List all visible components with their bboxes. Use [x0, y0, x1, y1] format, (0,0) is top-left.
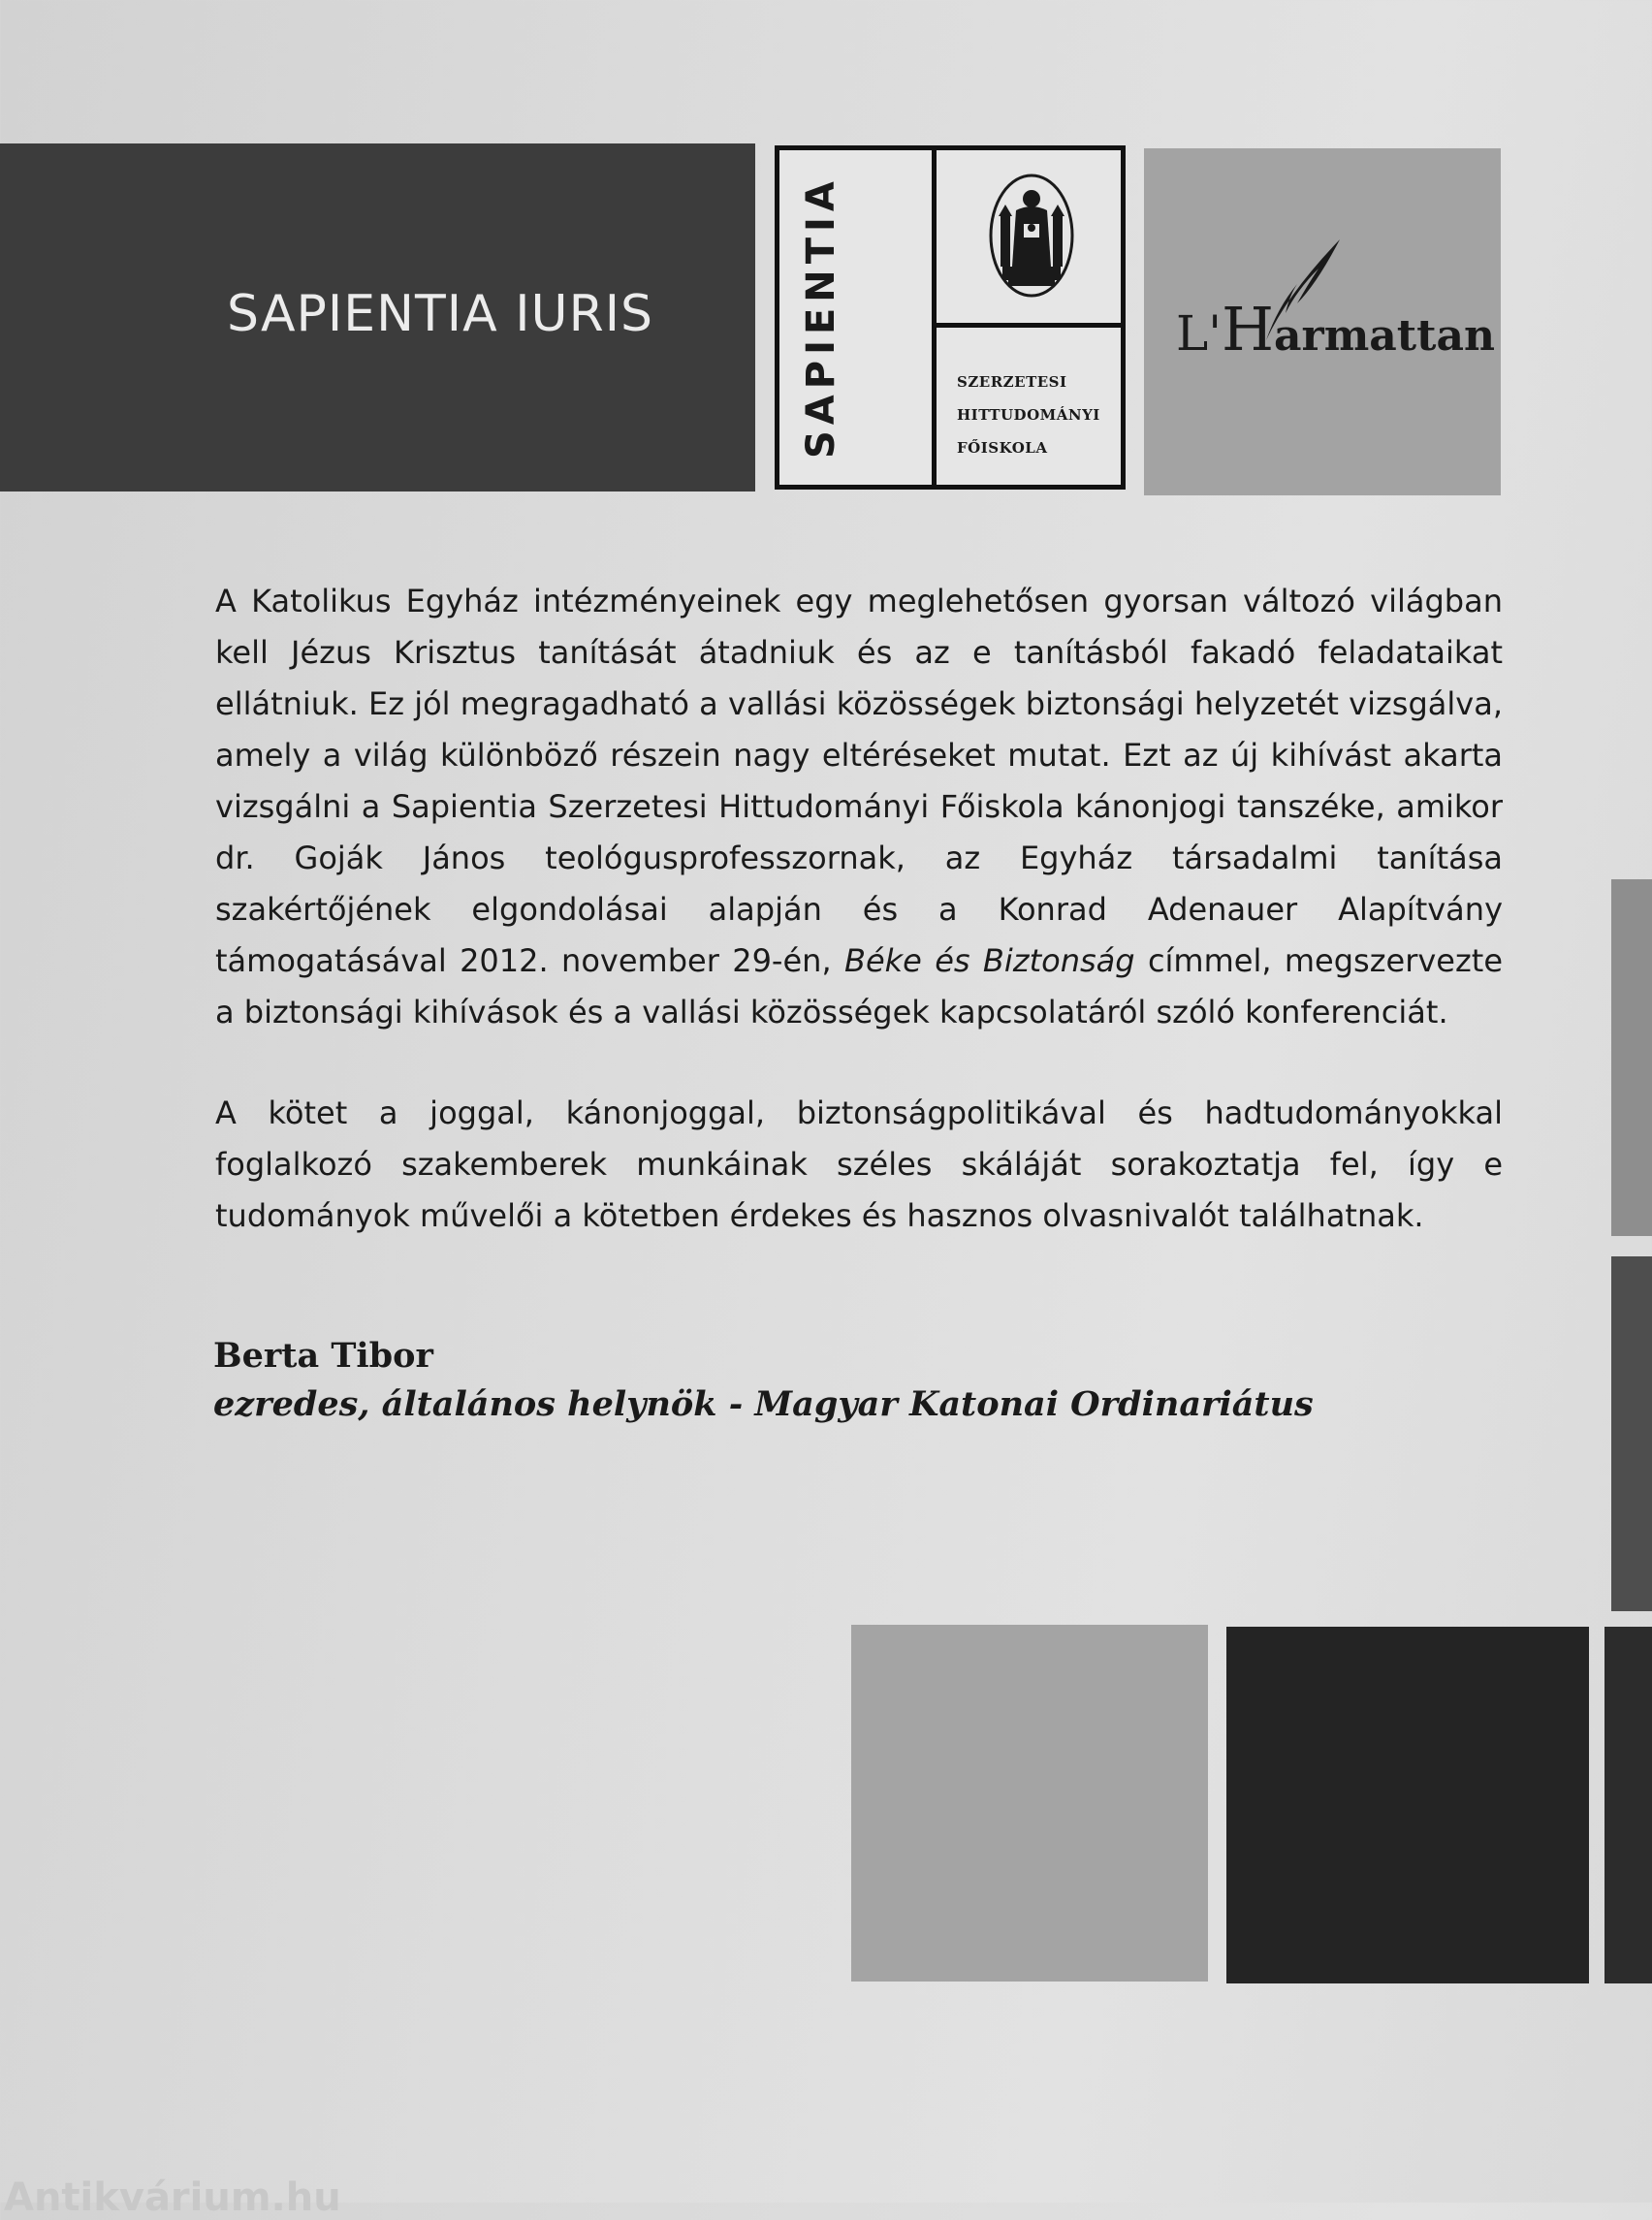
blurb	[215, 576, 1503, 1242]
series-title: SAPIENTIA IURIS	[227, 285, 654, 343]
institution-line: SZERZETESI	[957, 373, 1067, 391]
blurb-paragraph-2: A kötet a joggal, kánonjoggal, biztonságpolitikával és hadtudományokkal foglalkozó szakemberek munkáinak széles skáláját sorakoztatja fel, így e tudományok művelői a kötetben érdekes és hasznos olvasnivalót találhatnak.	[215, 1094, 1503, 1234]
signature	[213, 1332, 1314, 1429]
paragraph-1-text-before: A Katolikus Egyház intézményeinek egy meglehetősen gyorsan változó világban kell Jézus Krisztus tanítását átadniuk és az e tanításból fakadó feladataikat ellátniuk. Ez jól megragadható a vallási közösségek biztonsági helyzetét vizsgálva, amely a világ különböző részein nagy eltéréseket mutat. Ezt az új kihívást akarta vizsgálni a Sapientia Szerzetesi Hittudományi Főiskola kánonjogi tanszéke, amikor dr. Goják János teológusprofesszornak, az Egyház társadalmi tanítása szakértőjének elgondolásai alapján és a Konrad Adenauer Alapítvány támogatásával 2012. november 29-én,	[215, 583, 1503, 979]
institution-name	[957, 365, 1100, 464]
paragraph-1-text-after: címmel, megszervezte a biztonsági kihívások és a vallási közösségek kapcsolatáról szóló konferenciát.	[215, 942, 1504, 1031]
sapientia-logo	[775, 145, 1126, 490]
logo-divider-horizontal	[932, 323, 1126, 328]
blurb-paragraph-1	[215, 576, 1503, 1038]
institution-line: HITTUDOMÁNYI	[957, 406, 1100, 424]
decorative-square-light	[851, 1625, 1208, 1982]
conference-title: Béke és Biztonság	[843, 942, 1135, 979]
publisher-initial: H	[1221, 294, 1275, 365]
publisher-prefix: L'	[1176, 305, 1222, 362]
decorative-square-side-lower	[1611, 1256, 1652, 1611]
decorative-square-side-upper	[1611, 879, 1652, 1236]
sapientia-word: SAPIENTIA	[799, 175, 843, 459]
publisher-logo-box	[1144, 148, 1501, 495]
publisher-logo	[1176, 294, 1495, 365]
decorative-square-dark	[1226, 1627, 1589, 1983]
signature-name: Berta Tibor	[213, 1336, 433, 1376]
logo-divider-vertical	[932, 150, 937, 485]
watermark: Antikvárium.hu	[4, 2175, 341, 2220]
institution-line: FŐISKOLA	[957, 439, 1048, 457]
madonna-icon	[973, 160, 1090, 315]
decorative-square-edge	[1604, 1627, 1652, 1983]
publisher-name-rest: armattan	[1274, 311, 1495, 361]
signature-role: ezredes, általános helynök - Magyar Katonai Ordinariátus	[213, 1384, 1314, 1424]
